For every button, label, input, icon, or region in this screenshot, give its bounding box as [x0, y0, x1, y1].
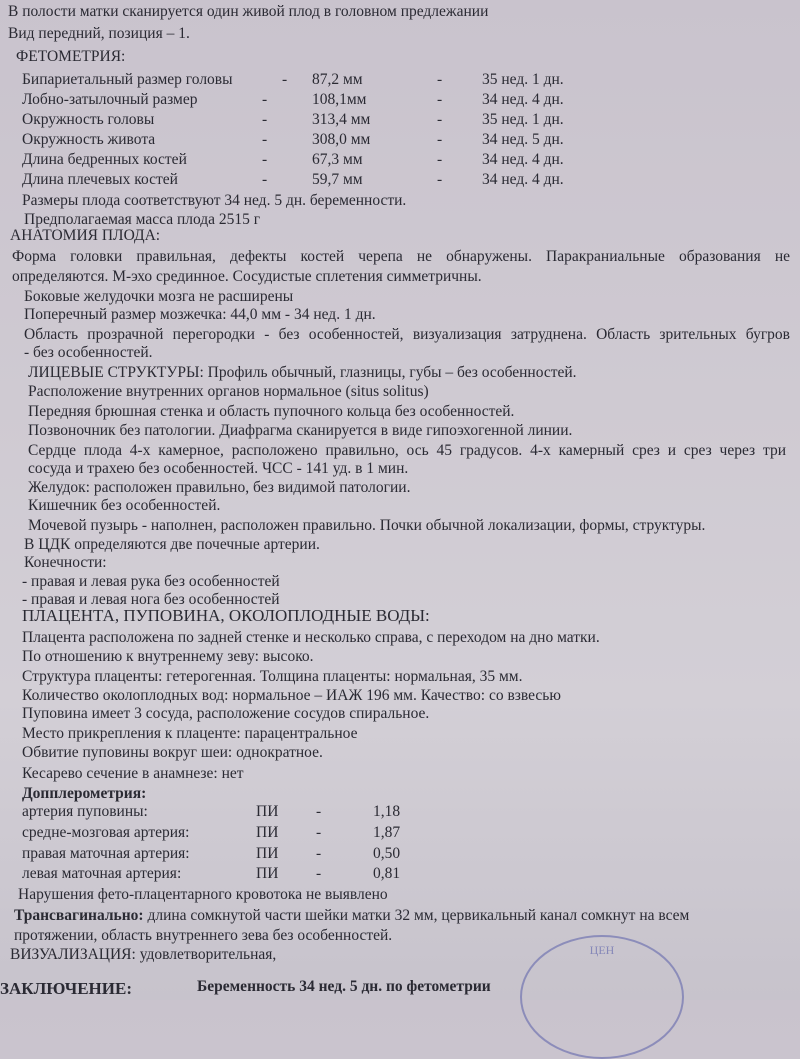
anatomy-line: Область прозрачной перегородки - без особенностей, визуализация затруднена. Область зрительных бугров: [24, 326, 790, 343]
dash: -: [262, 171, 268, 188]
visualization-label: ВИЗУАЛИЗАЦИЯ:: [10, 946, 136, 963]
anatomy-line: Позвоночник без патологии. Диафрагма сканируется в виде гипоэхогенной линии.: [28, 422, 573, 439]
dash: -: [262, 131, 268, 148]
gestation-term: 34 нед. 4 дн.: [482, 171, 564, 188]
measure-value: 313,4 мм: [312, 111, 371, 128]
measure-value: 108,1мм: [312, 91, 367, 108]
conclusion-label: ЗАКЛЮЧЕНИЕ:: [0, 979, 132, 998]
anatomy-line: Боковые желудочки мозга не расширены: [24, 288, 294, 305]
dash: -: [262, 151, 268, 168]
placenta-heading: ПЛАЦЕНТА, ПУПОВИНА, ОКОЛОПЛОДНЫЕ ВОДЫ:: [22, 606, 430, 625]
measure-label: Окружность живота: [22, 131, 156, 148]
intro-line-2: Вид передний, позиция – 1.: [8, 25, 190, 42]
anatomy-line: Сердце плода 4-х камерное, расположено правильно, ось 45 градусов. 4-х камерный срез и срез через три: [28, 442, 786, 459]
fetometry-heading: ФЕТОМЕТРИЯ:: [16, 48, 126, 65]
dash: -: [316, 803, 322, 820]
gestation-term: 34 нед. 4 дн.: [482, 151, 564, 168]
gestation-term: 35 нед. 1 дн.: [482, 71, 564, 88]
dash: -: [262, 111, 268, 128]
index-name: ПИ: [256, 803, 279, 820]
transvaginal-line-2: протяжении, область внутреннего зева без особенностей.: [14, 927, 393, 944]
dash: -: [282, 71, 288, 88]
artery-label: левая маточная артерия:: [22, 865, 182, 882]
placenta-line: Количество околоплодных вод: нормальное – ИАЖ 196 мм. Качество: со взвесью: [22, 687, 561, 704]
anatomy-line: Кишечник без особенностей.: [28, 497, 221, 514]
measure-label: Бипариетальный размер головы: [22, 71, 233, 88]
measure-label: Окружность головы: [22, 111, 155, 128]
measure-value: 308,0 мм: [312, 131, 371, 148]
anatomy-line: - правая и левая рука без особенностей: [22, 573, 280, 590]
placenta-line: Плацента расположена по задней стенке и несколько справа, с переходом на дно матки.: [22, 629, 600, 646]
anatomy-line: сосуда и трахею без особенностей. ЧСС - 141 уд. в 1 мин.: [28, 460, 409, 477]
anatomy-line: Расположение внутренних органов нормальное (situs solitus): [28, 383, 429, 400]
gestation-term: 34 нед. 4 дн.: [482, 91, 564, 108]
transvaginal-label: Трансвагинально:: [14, 907, 144, 924]
dash: -: [316, 865, 322, 882]
visualization-text: удовлетворительная,: [135, 946, 277, 963]
dash: -: [437, 171, 443, 188]
doppler-note: Нарушения фето-плацентарного кровотока не выявлено: [18, 886, 388, 903]
placenta-line: Пуповина имеет 3 сосуда, расположение сосудов спиральное.: [22, 705, 430, 722]
placenta-line: Структура плаценты: гетерогенная. Толщина плаценты: нормальная, 35 мм.: [22, 668, 523, 685]
anatomy-line: Поперечный размер мозжечка: 44,0 мм - 34 нед. 1 дн.: [24, 306, 376, 323]
artery-label: средне-мозговая артерия:: [22, 824, 190, 841]
pi-value: 1,87: [373, 824, 401, 841]
measure-value: 67,3 мм: [312, 151, 363, 168]
estimated-mass: Предполагаемая масса плода 2515 г: [24, 211, 261, 228]
gestation-term: 35 нед. 1 дн.: [482, 111, 564, 128]
measure-label: Лобно-затылочный размер: [22, 91, 198, 108]
measure-label: Длина плечевых костей: [22, 171, 178, 188]
transvaginal-text: длина сомкнутой части шейки матки 32 мм, цервикальный канал сомкнут на всем: [143, 907, 690, 924]
dash: -: [437, 71, 443, 88]
index-name: ПИ: [256, 865, 279, 882]
index-name: ПИ: [256, 845, 279, 862]
anatomy-line: определяются. М-эхо срединное. Сосудистые сплетения симметричны.: [12, 268, 482, 285]
dash: -: [262, 91, 268, 108]
doppler-heading: Допплерометрия:: [22, 785, 147, 802]
anatomy-line: ЛИЦЕВЫЕ СТРУКТУРЫ: Профиль обычный, глазницы, губы – без особенностей.: [28, 364, 577, 381]
clinic-stamp: ЦЕН: [520, 935, 684, 1059]
dash: -: [316, 845, 322, 862]
gestation-term: 34 нед. 5 дн.: [482, 131, 564, 148]
fetometry-summary: Размеры плода соответствуют 34 нед. 5 дн. беременности.: [22, 192, 407, 209]
conclusion-text: Беременность 34 нед. 5 дн. по фетометрии: [197, 978, 491, 995]
anatomy-line: Передняя брюшная стенка и область пупочного кольца без особенностей.: [28, 403, 515, 420]
intro-line-1: В полости матки сканируется один живой плод в головном предлежании: [8, 3, 489, 20]
pi-value: 0,50: [373, 845, 401, 862]
anatomy-heading: АНАТОМИЯ ПЛОДА:: [10, 227, 161, 244]
anatomy-line: - без особенностей.: [24, 344, 153, 361]
anatomy-line: Мочевой пузырь - наполнен, расположен правильно. Почки обычной локализации, формы, структуры.: [28, 517, 706, 534]
index-name: ПИ: [256, 824, 279, 841]
anatomy-line: Конечности:: [24, 554, 107, 571]
pi-value: 1,18: [373, 803, 401, 820]
measure-label: Длина бедренных костей: [22, 151, 187, 168]
measure-value: 59,7 мм: [312, 171, 363, 188]
dash: -: [316, 824, 322, 841]
artery-label: артерия пуповины:: [22, 803, 148, 820]
placenta-line: По отношению к внутреннему зеву: высоко.: [22, 648, 314, 665]
placenta-line: Место прикрепления к плаценте: парацентральное: [22, 725, 358, 742]
transvaginal-line-1: [14, 907, 794, 925]
measure-value: 87,2 мм: [312, 71, 363, 88]
anatomy-line: Желудок: расположен правильно, без видимой патологии.: [28, 479, 411, 496]
anatomy-line: Форма головки правильная, дефекты костей черепа не обнаружены. Паракраниальные образования не: [12, 248, 790, 265]
placenta-line: Обвитие пуповины вокруг шеи: однократное.: [22, 744, 323, 761]
artery-label: правая маточная артерия:: [22, 845, 190, 862]
anatomy-line: В ЦДК определяются две почечные артерии.: [24, 536, 320, 553]
dash: -: [437, 131, 443, 148]
dash: -: [437, 91, 443, 108]
anatomy-line: - правая и левая нога без особенностей: [22, 591, 280, 608]
dash: -: [437, 111, 443, 128]
visualization-line: [10, 946, 276, 964]
dash: -: [437, 151, 443, 168]
pi-value: 0,81: [373, 865, 401, 882]
placenta-line: Кесарево сечение в анамнезе: нет: [22, 765, 244, 782]
